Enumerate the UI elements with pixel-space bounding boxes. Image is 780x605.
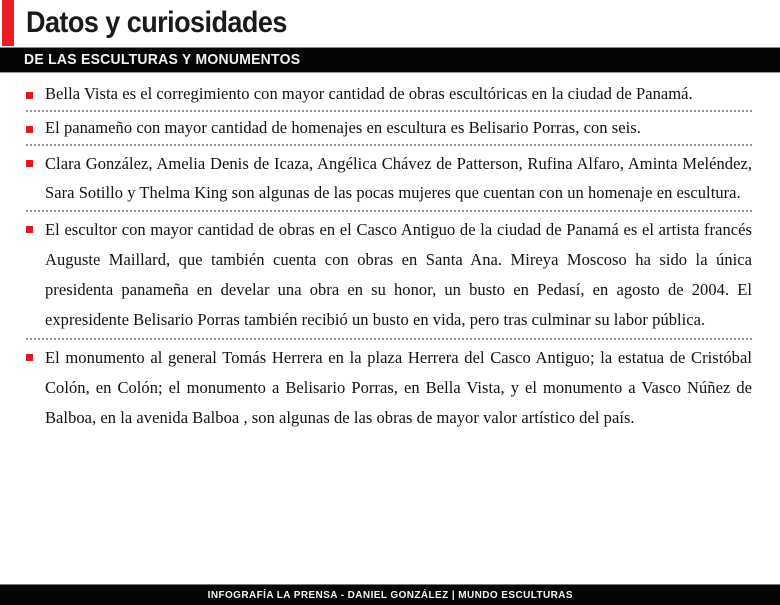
list-item bbox=[0, 149, 780, 207]
fact-text: El monumento al general Tomás Herrera en la plaza Herrera del Casco Antiguo; la estatua de Cristóbal Colón, en Colón; el monumento a Belisario Porras, en Bella Vista, y el monumento a Vasco Núñez de Balboa, en la avenida Balboa , son algunas de las obras de mayor valor artístico del país. bbox=[45, 348, 752, 427]
fact-text: Bella Vista es el corregimiento con mayor cantidad de obras escultóricas en la ciudad de Panamá. bbox=[45, 84, 693, 103]
list-item bbox=[0, 343, 780, 433]
divider bbox=[26, 210, 752, 212]
facts-list bbox=[0, 75, 780, 584]
list-item bbox=[0, 115, 780, 141]
divider bbox=[26, 338, 752, 340]
page-subtitle: DE LAS ESCULTURAS Y MONUMENTOS bbox=[24, 51, 301, 68]
list-item bbox=[0, 215, 780, 335]
bullet-square-icon bbox=[26, 226, 33, 233]
header bbox=[0, 0, 780, 47]
divider bbox=[26, 144, 752, 146]
bullet-square-icon bbox=[26, 92, 33, 99]
fact-text: El panameño con mayor cantidad de homenajes en escultura es Belisario Porras, con seis. bbox=[45, 118, 641, 137]
fact-text: El escultor con mayor cantidad de obras en el Casco Antiguo de la ciudad de Panamá es el artista francés Auguste Maillard, que también cuenta con obras en Santa Ana. Mireya Moscoso ha sido la única presidenta panameña en develar una obra en su honor, un busto en Pedasí, en agosto de 2004. El expresidente Belisario Porras también recibió un busto en vida, pero tras culminar su labor pública. bbox=[45, 220, 752, 329]
subtitle-band bbox=[0, 47, 780, 73]
list-item bbox=[0, 81, 780, 107]
bullet-square-icon bbox=[26, 160, 33, 167]
footer-credit: INFOGRAFÍA LA PRENSA - DANIEL GONZÁLEZ | MUNDO ESCULTURAS bbox=[207, 589, 573, 601]
fact-text: Clara González, Amelia Denis de Icaza, Angélica Chávez de Patterson, Rufina Alfaro, Aminta Meléndez, Sara Sotillo y Thelma King son algunas de las pocas mujeres que cuentan con un homenaje en escultura. bbox=[45, 154, 752, 202]
bullet-square-icon bbox=[26, 126, 33, 133]
header-accent-bar bbox=[2, 0, 14, 46]
divider bbox=[26, 110, 752, 112]
bullet-square-icon bbox=[26, 354, 33, 361]
footer-band bbox=[0, 584, 780, 605]
page-title: Datos y curiosidades bbox=[26, 6, 287, 39]
